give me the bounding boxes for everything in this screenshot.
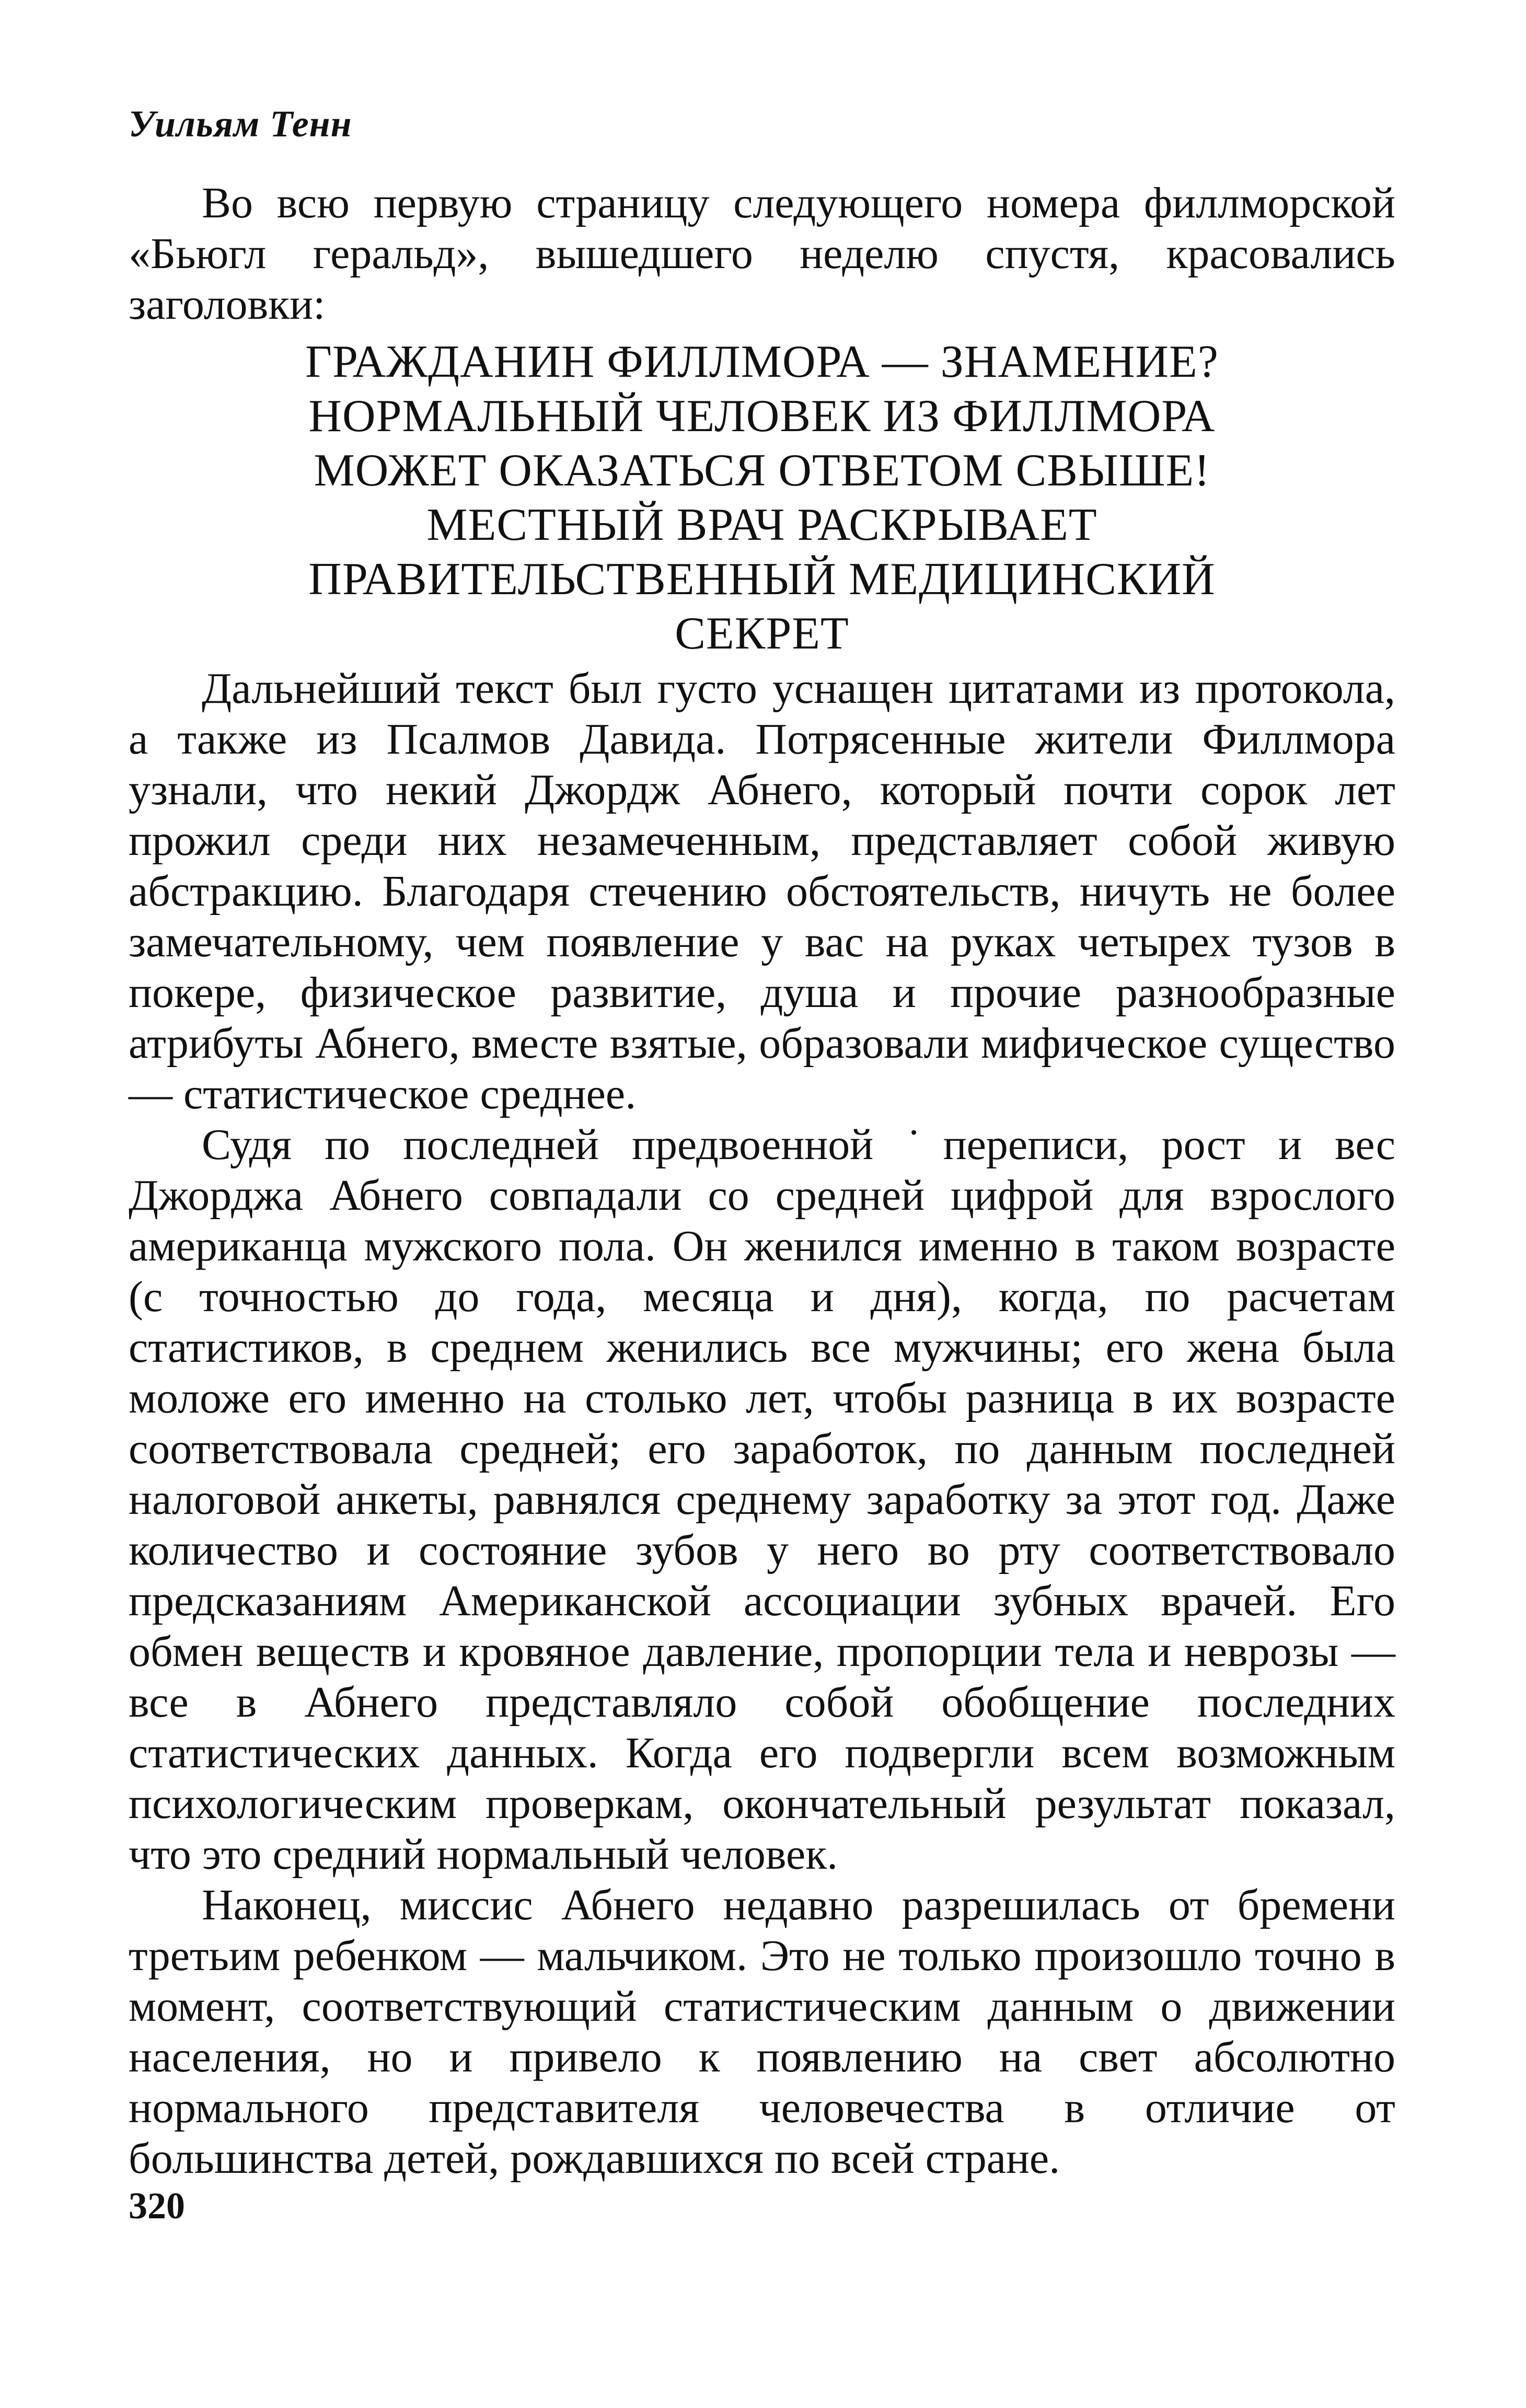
headline-line: МЕСТНЫЙ ВРАЧ РАСКРЫВАЕТ [426, 500, 1097, 550]
running-head: Уильям Тенн [129, 103, 352, 145]
headline-line: ГРАЖДАНИН ФИЛЛМОРА — ЗНАМЕНИЕ? [305, 337, 1219, 387]
headline-line: НОРМАЛЬНЫЙ ЧЕЛОВЕК ИЗ ФИЛЛМОРА [308, 391, 1216, 442]
headline-line: ПРАВИТЕЛЬСТВЕННЫЙ МЕДИЦИНСКИЙ [308, 554, 1216, 605]
headline-line: МОЖЕТ ОКАЗАТЬСЯ ОТВЕТОМ СВЫШЕ! [314, 445, 1210, 496]
page-body [129, 178, 1395, 2184]
page-number: 320 [129, 2185, 185, 2227]
body-paragraph: Судя по последней предвоенной ˙переписи, рост и вес Джорджа Абнего совпадали со средней цифрой для взрослого американца мужского пола. Он женился именно в таком возрасте (с точностью до года, месяца и дня), когда, по расчетам статистиков, в среднем женились все мужчины; его жена была моложе его именно на столько лет, чтобы разница в их возрасте соответствовала средней; его заработок, по данным последней налоговой анкеты, равнялся среднему заработку за этот год. Даже количество и состояние зубов у него во рту соответствовало предсказаниям Американской ассоциации зубных врачей. Его обмен веществ и кровяное давление, пропорции тела и неврозы — все в Абнего представляло собой обобщение последних статистических данных. Когда его подвергли всем возможным психологическим проверкам, окончательный результат показал, что это средний нормальный человек. [129, 1120, 1395, 1879]
body-paragraph: Наконец, миссис Абнего недавно разрешилась от бремени третьим ребенком — мальчиком. Это не только произошло точно в момент, соответствующий статистическим данным о движении населения, но и привело к появлению на свет абсолютно нормального представителя человечества в отличие от большинства детей, рождавшихся по всей стране. [129, 1881, 1395, 2183]
intro-paragraph: Во всю первую страницу следующего номера филлморской «Бьюгл геральд», вышедшего неделю спустя, красовались заголовки: [129, 179, 1395, 329]
body-paragraph: Дальнейший текст был густо уснащен цитатами из протокола, а также из Псалмов Давида. Потрясенные жители Филлмора узнали, что некий Джордж Абнего, который почти сорок лет прожил среди них незамеченным, представляет собой живую абстракцию. Благодаря стечению обстоятельств, ничуть не более замечательному, чем появление у вас на руках четырех тузов в покере, физическое развитие, душа и прочие разнообразные атрибуты Абнего, вместе взятые, образовали мифическое существо — статистическое среднее. [129, 664, 1395, 1118]
headline-line: СЕКРЕТ [675, 608, 849, 659]
newspaper-headlines [129, 335, 1395, 661]
